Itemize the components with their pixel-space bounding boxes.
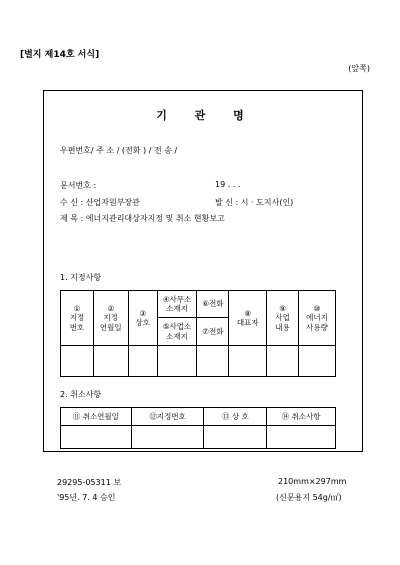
address-line: 우편번호/ 주 소 / (전화 ) / 전 송 / xyxy=(60,146,178,155)
header-business-name: ③ 상호 xyxy=(128,291,157,346)
table-row xyxy=(61,346,336,377)
header-office-location: ④사무소 소재지 xyxy=(157,291,197,318)
page-side-label: (앞쪽) xyxy=(348,64,370,73)
cell-empty xyxy=(93,346,128,377)
cell-empty xyxy=(229,346,267,377)
paper-size: 210mm×297mm xyxy=(278,477,347,486)
cell-empty xyxy=(197,346,229,377)
cell-empty xyxy=(131,426,204,449)
paper-type: (신문용지 54g/㎡) xyxy=(276,493,342,502)
title-char-1: 기 xyxy=(156,109,167,122)
header-cancel-business-name: ⑬ 상 호 xyxy=(204,408,267,426)
header-site-location: ⑤사업소 소재지 xyxy=(157,318,197,346)
header-office-phone: ⑥전화 xyxy=(197,291,229,318)
document-title xyxy=(0,107,400,123)
doc-date: 19 . . . xyxy=(215,180,241,189)
sender-line: 발 신 : 시 · 도지사(인) xyxy=(215,198,294,207)
header-cancel-date: ⑪ 취소연월일 xyxy=(61,408,132,426)
cancellation-table xyxy=(60,407,336,449)
recipient-line: 수 신 : 산업자원부장관 xyxy=(60,198,140,207)
section1-title: 1. 지정사항 xyxy=(60,273,102,282)
cell-empty xyxy=(299,346,336,377)
cell-empty xyxy=(267,346,299,377)
cell-empty xyxy=(128,346,157,377)
table-row xyxy=(61,426,336,449)
cell-empty xyxy=(61,346,94,377)
form-code: 29295-05311 보 xyxy=(57,478,122,487)
header-representative: ⑧ 대표자 xyxy=(229,291,267,346)
cell-empty xyxy=(204,426,267,449)
designation-table xyxy=(60,290,336,377)
form-number-title: [별지 제14호 서식] xyxy=(20,50,100,60)
header-energy-usage: ⑩ 에너지 사용량 xyxy=(299,291,336,346)
cell-empty xyxy=(157,346,197,377)
subject-line: 제 목 : 에너지관리대상자지정 및 취소 현황보고 xyxy=(60,214,225,223)
header-designation-date: ② 지정 연월일 xyxy=(93,291,128,346)
title-char-2: 관 xyxy=(194,109,206,122)
cell-empty xyxy=(267,426,336,449)
section2-title: 2. 취소사항 xyxy=(60,390,102,399)
approval-date: '95년. 7. 4 승인 xyxy=(57,493,116,502)
header-business-content: ⑨ 사업 내용 xyxy=(267,291,299,346)
header-designation-number: ① 지정 번호 xyxy=(61,291,94,346)
doc-number-label: 문서번호 : xyxy=(60,181,97,190)
header-cancel-details: ⑭ 취소사항 xyxy=(267,408,336,426)
cell-empty xyxy=(61,426,132,449)
header-site-phone: ⑦전화 xyxy=(197,318,229,346)
header-cancel-designation-number: ⑫지정번호 xyxy=(131,408,204,426)
title-char-3: 명 xyxy=(233,109,244,122)
